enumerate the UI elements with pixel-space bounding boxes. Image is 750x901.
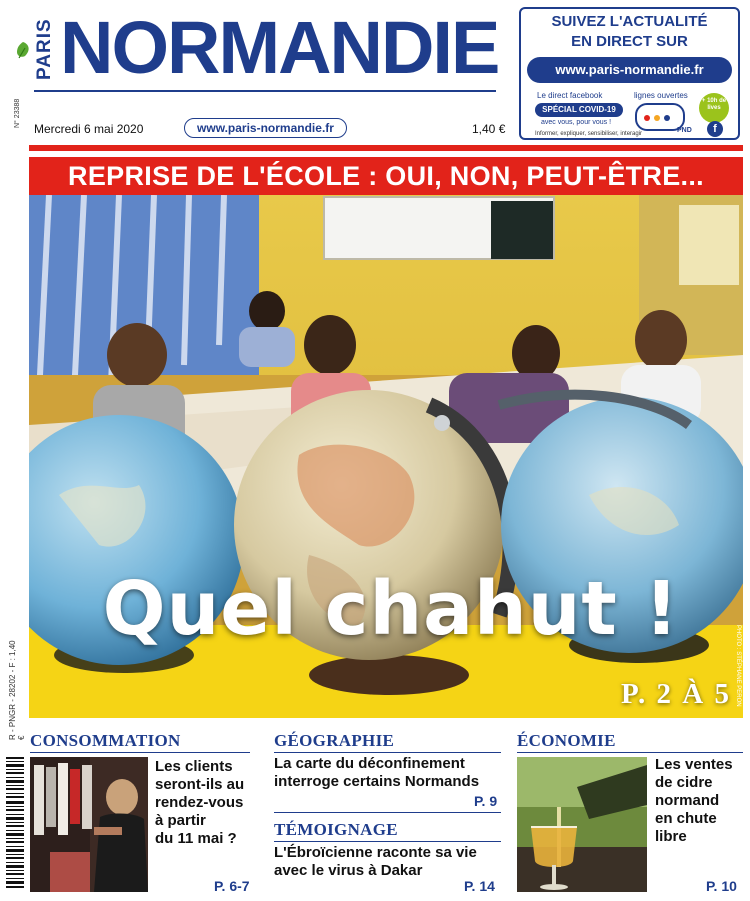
story-economie-line: libre	[655, 828, 687, 845]
cider-glass-photo	[517, 757, 647, 892]
issue-number: N° 23388	[14, 98, 21, 128]
page-ref-geographie: P. 9	[474, 793, 498, 809]
promo-lives-badge: + 10h de lives	[699, 93, 729, 123]
story-consommation-line: Les clients	[155, 758, 233, 775]
story-consommation-line: rendez-vous	[155, 794, 244, 811]
barcode-icon	[4, 755, 26, 890]
story-economie-line: en chute	[655, 810, 717, 827]
story-consommation-line: seront-ils au	[155, 776, 245, 793]
column-rule	[274, 752, 501, 753]
dot-icon	[664, 115, 670, 121]
promo-title-line1: SUIVEZ L'ACTUALITÉ	[551, 13, 708, 30]
story-geographie-line: La carte du déconfinement	[274, 755, 465, 772]
story-economie-line: Les ventes	[655, 756, 733, 773]
promo-lignes-ouvertes: lignes ouvertes	[634, 91, 688, 100]
story-consommation-line: à partir	[155, 812, 206, 829]
clothing-store-photo	[30, 757, 148, 892]
promo-footer: Informer, expliquer, sensibiliser, interagir	[535, 131, 643, 137]
newspaper-title: NORMANDIE	[60, 6, 499, 89]
page-ref-economie: P. 10	[706, 878, 737, 894]
story-temoignage-line: avec le virus à Dakar	[274, 862, 423, 879]
photo-credit: PHOTO : STÉPHANE PERON	[735, 625, 741, 707]
rubric-geographie: GÉOGRAPHIE	[274, 731, 395, 750]
distribution-info: R - PNGR - 28202 - F : 1,40 €	[8, 640, 26, 740]
story-temoignage-line: L'Ébroïcienne raconte sa vie	[274, 844, 477, 861]
story-economie-line: de cidre	[655, 774, 713, 791]
column-rule	[517, 752, 743, 753]
website-link[interactable]: www.paris-normandie.fr	[184, 118, 347, 138]
kicker-banner: REPRISE DE L'ÉCOLE : OUI, NON, PEUT-ÊTRE...	[29, 157, 743, 195]
promo-pnd: PND	[677, 127, 692, 134]
story-geographie-line: interroge certains Normands	[274, 773, 480, 790]
red-rule	[29, 145, 743, 151]
promo-covid-badge: SPÉCIAL COVID-19	[535, 103, 623, 117]
masthead-paris: PARIS	[34, 18, 55, 80]
promo-title-line2: EN DIRECT SUR	[571, 33, 688, 50]
promo-website-link[interactable]: www.paris-normandie.fr	[527, 57, 732, 83]
story-economie-line: normand	[655, 792, 720, 809]
rubric-consommation: CONSOMMATION	[30, 731, 181, 750]
rubric-economie: ÉCONOMIE	[517, 731, 616, 750]
story-consommation-line: du 11 mai ?	[155, 830, 237, 847]
dot-icon	[644, 115, 650, 121]
column-rule	[274, 812, 501, 813]
promo-box	[519, 7, 740, 140]
page-ref-temoignage: P. 14	[464, 878, 495, 894]
facebook-icon[interactable]: f	[707, 121, 723, 137]
price: 1,40 €	[472, 122, 506, 136]
issue-date: Mercredi 6 mai 2020	[34, 122, 144, 136]
title-rule	[34, 90, 496, 92]
imprim-vert-leaf-icon	[13, 40, 33, 62]
promo-avec-vous: avec vous, pour vous !	[541, 119, 612, 126]
masthead	[0, 0, 750, 145]
promo-facebook-label: Le direct facebook	[537, 91, 603, 100]
main-photo	[29, 195, 743, 718]
column-rule	[30, 752, 250, 753]
column-rule	[274, 841, 501, 842]
main-page-ref: P. 2 À 5	[621, 678, 731, 710]
main-headline: Quel chahut !	[102, 566, 680, 652]
rubric-temoignage: TÉMOIGNAGE	[274, 820, 398, 839]
page-ref-consommation: P. 6-7	[214, 878, 250, 894]
dot-icon	[654, 115, 660, 121]
